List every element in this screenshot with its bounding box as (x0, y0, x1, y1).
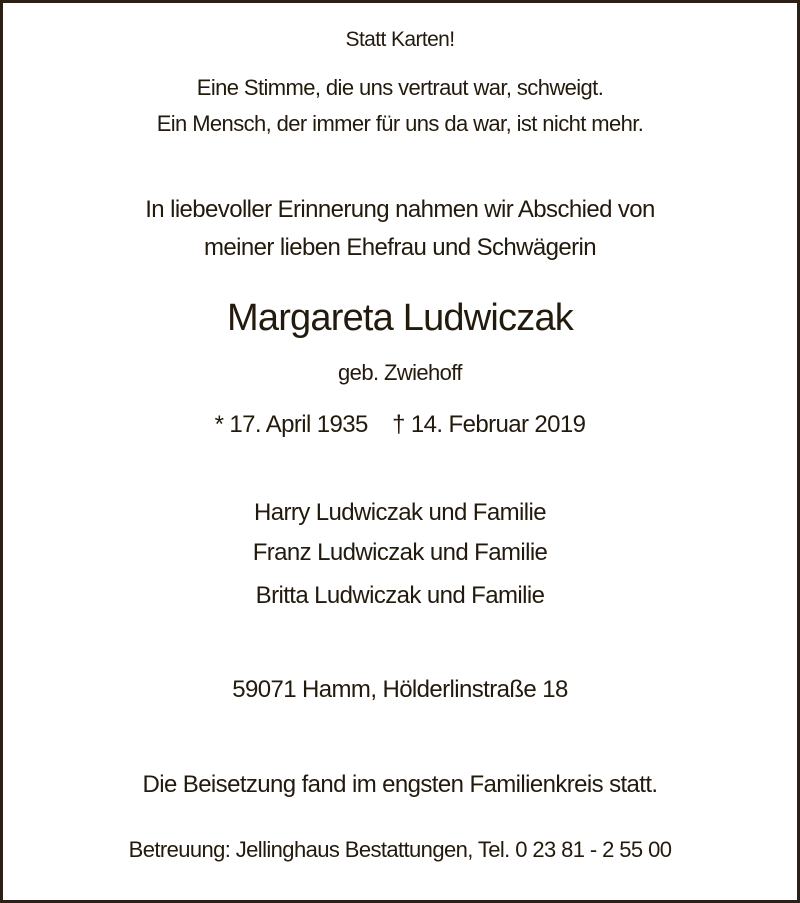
mourner-3: Britta Ludwiczak und Familie (255, 582, 545, 609)
maiden-name: geb. Zwiehoff (338, 360, 462, 385)
death-date: † 14. Februar 2019 (392, 411, 586, 438)
mourner-2: Franz Ludwiczak und Familie (252, 539, 548, 566)
birth-date: * 17. April 1935 (214, 411, 368, 438)
verse-line-2: Ein Mensch, der immer für uns da war, ist nicht mehr. (156, 111, 644, 136)
verse-line-1: Eine Stimme, die uns vertraut war, schweigt. (196, 75, 604, 100)
life-dates (0, 405, 800, 445)
header-text: Statt Karten! (345, 28, 455, 51)
funeral-note: Die Beisetzung fand im engsten Familienkreis statt. (142, 771, 658, 798)
address: 59071 Hamm, Hölderlinstraße 18 (232, 676, 568, 703)
undertaker: Betreuung: Jellinghaus Bestattungen, Tel. 0 23 81 - 2 55 00 (128, 837, 672, 862)
mourner-1: Harry Ludwiczak und Familie (254, 499, 546, 526)
intro-line-2: meiner lieben Ehefrau und Schwägerin (204, 234, 596, 261)
deceased-name: Margareta Ludwiczak (227, 297, 573, 339)
intro-line-1: In liebevoller Erinnerung nahmen wir Abschied von (145, 196, 655, 223)
